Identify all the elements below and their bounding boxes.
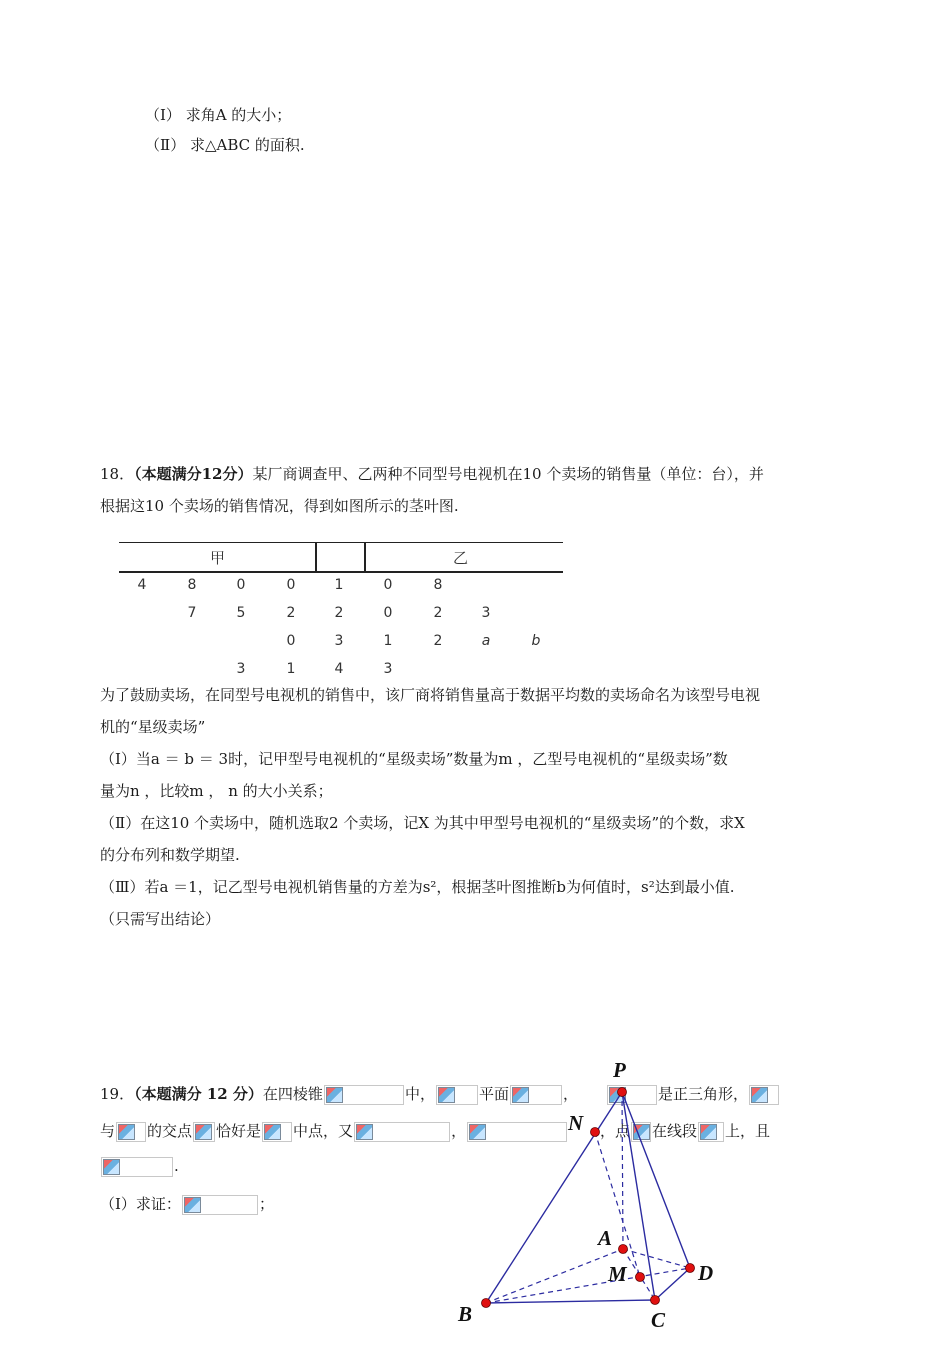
leaf-left: 0 — [286, 633, 296, 649]
q19-text: . — [174, 1157, 179, 1175]
q18-part1-line2: 量为n ，比较m ， n 的大小关系； — [100, 782, 333, 800]
leaf-right: 0 — [383, 577, 393, 593]
q18-part2-line2: 的分布列和数学期望. — [100, 846, 240, 864]
q18-part3-line2: （只需写出结论） — [100, 910, 221, 928]
q19-text: 在线段 — [652, 1122, 698, 1140]
leaf-right: 2 — [433, 605, 443, 621]
stem: 4 — [334, 661, 344, 677]
point-M — [636, 1273, 645, 1282]
leaf-right: 3 — [383, 661, 393, 677]
point-N — [591, 1128, 600, 1137]
q19-score: （本题满分 12 分） — [134, 1085, 263, 1103]
q19-text: ； — [258, 1195, 274, 1213]
q18-para1: 为了鼓励卖场，在同型号电视机的销售中，该厂商将销售量高于数据平均数的卖场命名为该型号电视 — [100, 686, 761, 704]
head-right: 乙 — [453, 549, 469, 567]
q19-text: 是正三角形， — [658, 1085, 749, 1103]
leaf-left: 3 — [236, 661, 246, 677]
q19-text: 与 — [100, 1122, 116, 1140]
table-divider-left — [315, 542, 317, 572]
table-top-rule — [119, 542, 563, 543]
label-P: P — [613, 1058, 626, 1082]
q19-part1-label: （Ⅰ）求证： — [100, 1195, 181, 1213]
q19-text: 上，且 — [725, 1122, 771, 1140]
leaf-right: 8 — [433, 577, 443, 593]
q18-line1 — [100, 464, 860, 484]
q19-line3 — [100, 1156, 179, 1177]
leaf-left: 4 — [137, 577, 147, 593]
broken-image-icon — [116, 1122, 146, 1142]
broken-image-icon — [182, 1195, 258, 1215]
pyramid-figure — [440, 1050, 740, 1340]
broken-image-icon — [354, 1122, 450, 1142]
q18-part1-line1: （Ⅰ）当a ＝ b ＝ 3时，记甲型号电视机的“星级卖场”数量为m ，乙型号电视机的“星级卖场”数 — [100, 750, 728, 768]
label-B: B — [458, 1302, 473, 1326]
edge-BC — [486, 1300, 655, 1303]
label-N: N — [568, 1111, 584, 1135]
q18-line2: 根据这10 个卖场的销售情况，得到如图所示的茎叶图. — [100, 497, 459, 515]
q17-part2: （Ⅱ） 求△ABC 的面积. — [145, 136, 305, 154]
edge-PB — [486, 1092, 622, 1303]
q18-para2: 机的“星级卖场” — [100, 718, 206, 736]
table-divider-right — [364, 542, 366, 572]
label-D: D — [698, 1261, 714, 1285]
segment-NM — [595, 1132, 640, 1277]
stem: 3 — [334, 633, 344, 649]
q18-part3-line1: （Ⅲ）若a ＝1，记乙型号电视机销售量的方差为s²，根据茎叶图推断b为何值时，s²达到最小值. — [100, 878, 735, 896]
broken-image-icon — [749, 1085, 779, 1105]
leaf-left: 0 — [286, 577, 296, 593]
q19-number: 19． — [100, 1085, 135, 1103]
leaf-left: 0 — [236, 577, 246, 593]
leaf-right: 2 — [433, 633, 443, 649]
edge-PA — [622, 1092, 623, 1249]
q19-text: 的交点 — [147, 1122, 193, 1140]
broken-image-icon — [324, 1085, 404, 1105]
broken-image-icon — [193, 1122, 215, 1142]
leaf-left: 5 — [236, 605, 246, 621]
leaf-left: 1 — [286, 661, 296, 677]
point-D — [686, 1264, 695, 1273]
q19-text: 中， — [404, 1085, 435, 1103]
point-A — [619, 1245, 628, 1254]
q18-score: （本题满分12分） — [134, 465, 253, 483]
broken-image-icon — [101, 1157, 173, 1177]
q19-text: 恰好是 — [216, 1122, 262, 1140]
edge-CD — [655, 1268, 690, 1300]
edge-PD — [622, 1092, 690, 1268]
head-left: 甲 — [210, 549, 226, 567]
edge-BA — [486, 1249, 623, 1303]
q18-number: 18． — [100, 465, 135, 483]
stem: 1 — [334, 577, 344, 593]
leaf-left: 7 — [187, 605, 197, 621]
label-C: C — [651, 1308, 666, 1332]
q17-part1: （Ⅰ） 求角A 的大小； — [145, 106, 292, 124]
q19-text: 中点，又 — [293, 1122, 354, 1140]
q18-part2-line1: （Ⅱ）在这10 个卖场中，随机选取2 个卖场，记X 为其中甲型号电视机的“星级卖场”的个数，求X — [100, 814, 745, 832]
table-head-rule — [119, 571, 563, 573]
leaf-left: 2 — [286, 605, 296, 621]
label-M: M — [608, 1262, 627, 1286]
q19-part1 — [100, 1194, 274, 1215]
stem: 2 — [334, 605, 344, 621]
edge-BD — [486, 1268, 690, 1303]
leaf-right: a — [481, 633, 491, 649]
point-C — [651, 1296, 660, 1305]
leaf-right: 3 — [481, 605, 491, 621]
point-B — [482, 1299, 491, 1308]
q19-text: 平面 — [478, 1085, 509, 1103]
q19-text: ， — [451, 1122, 467, 1140]
leaf-right: b — [531, 633, 541, 649]
point-P — [618, 1088, 627, 1097]
label-A: A — [598, 1226, 613, 1250]
q19-text: ， — [562, 1085, 578, 1103]
q19-text: ，点 — [600, 1122, 631, 1140]
q18-line1-text: 某厂商调查甲、乙两种不同型号电视机在10 个卖场的销售量（单位：台），并 — [252, 465, 764, 483]
leaf-right: 0 — [383, 605, 393, 621]
broken-image-icon — [262, 1122, 292, 1142]
q19-text: 在四棱锥 — [262, 1085, 323, 1103]
leaf-right: 1 — [383, 633, 393, 649]
edge-PC — [622, 1092, 655, 1300]
leaf-left: 8 — [187, 577, 197, 593]
